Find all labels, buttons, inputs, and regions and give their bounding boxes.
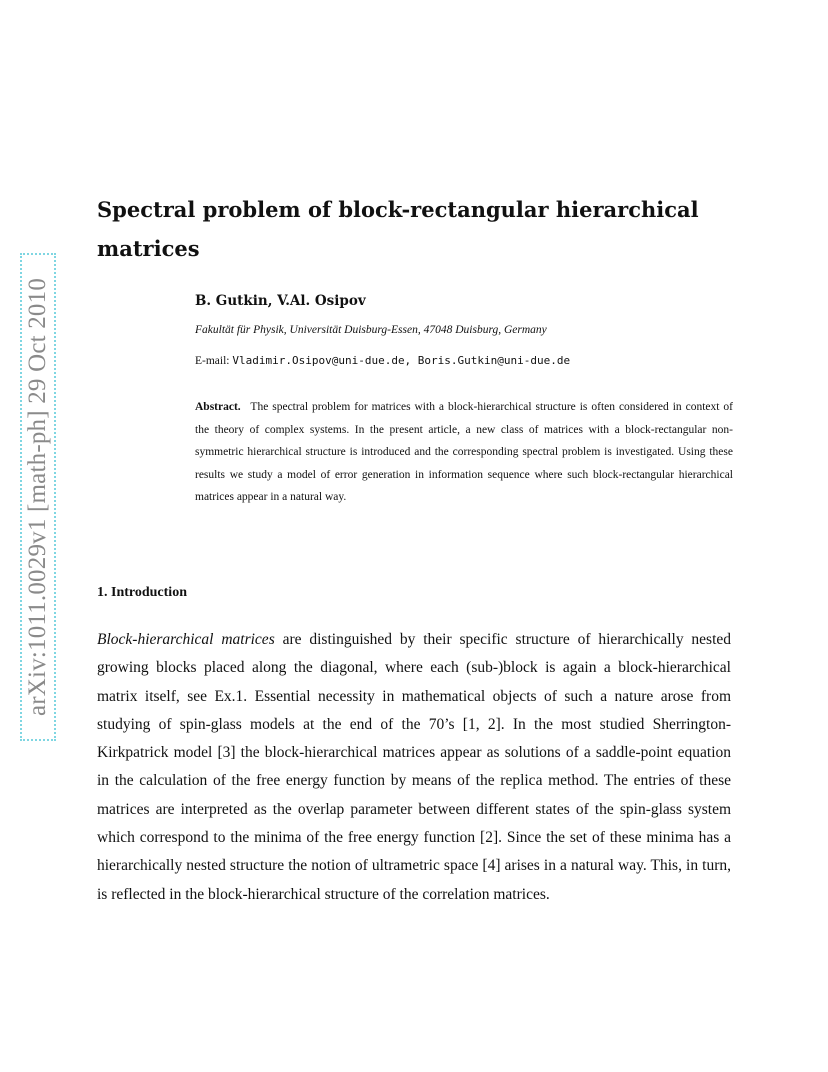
abstract-text: The spectral problem for matrices with a block-hierarchical structure is often considered in context of the theory of complex systems. In the present article, a new class of matrices with a block-rectangular non-symmetric hierarchical structure is introduced and the corresponding spectral problem is investigated. Using these results we study a model of error generation in information sequence where such block-rectangular hierarchical matrices appear in a natural way.: [195, 401, 733, 504]
intro-body-text: are distinguished by their specific structure of hierarchically nested growing blocks placed along the diagonal, where each (sub-)block is again a block-hierarchical matrix itself, see Ex.1. Essential necessity in mathematical objects of such a nature arose from studying of spin-glass models at the end of the 70’s [1, 2]. In the most studied Sherrington-Kirkpatrick model [3] the block-hierarchical matrices appear as solutions of a saddle-point equation in the calculation of the free energy function by means of the replica method. The entries of these matrices are interpreted as the overlap parameter between different states of the spin-glass system which correspond to the minima of the free energy function [2]. Since the set of these minima has a hierarchically nested structure the notion of ultrametric space [4] arises in a natural way. This, in turn, is reflected in the block-hierarchical structure of the correlation matrices.: [97, 631, 732, 903]
abstract-label: Abstract.: [195, 401, 241, 413]
abstract-block: [195, 396, 733, 509]
paper-authors: B. Gutkin, V.Al. Osipov: [195, 293, 366, 309]
paper-title: Spectral problem of block-rectangular hierarchical matrices: [97, 197, 699, 261]
email-addresses: Vladimir.Osipov@uni-due.de, Boris.Gutkin@uni-due.de: [232, 354, 571, 367]
paper-email-line: [195, 354, 570, 367]
paper-affiliation: Fakultät für Physik, Universität Duisburg-Essen, 47048 Duisburg, Germany: [195, 324, 547, 336]
arxiv-identifier-stamp: [20, 253, 56, 741]
arxiv-identifier-text: arXiv:1011.0029v1 [math-ph] 29 Oct 2010: [24, 277, 51, 717]
section-heading-introduction: 1. Introduction: [97, 585, 187, 600]
email-label: E-mail:: [195, 355, 230, 367]
intro-lead-italic: Block-hierarchical matrices: [97, 631, 275, 648]
introduction-paragraph: [97, 626, 731, 909]
